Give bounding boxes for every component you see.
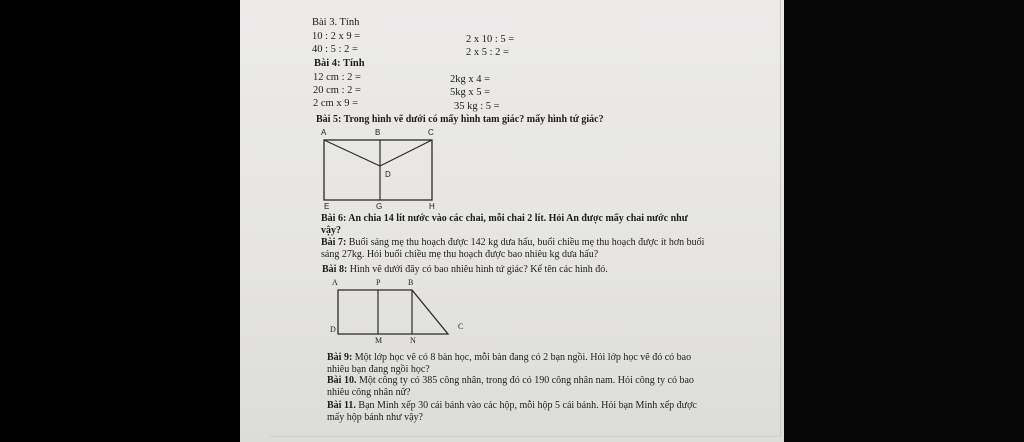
bai8-label-a: A: [332, 278, 338, 287]
dark-background-right: [784, 0, 1024, 442]
bai5-label-g: G: [376, 202, 383, 211]
bai11-question: [327, 400, 703, 423]
bai4-expr-left-2: 20 cm : 2 =: [313, 85, 361, 96]
bai5-figure: [318, 126, 448, 210]
bai9-question: [327, 352, 699, 375]
bai4-expr-right-3: 35 kg : 5 =: [454, 101, 500, 112]
bai7-question: [321, 237, 705, 260]
bai3-expr-left-1: 10 : 2 x 9 =: [312, 31, 361, 42]
bai5-question: Bài 5: Trong hình vẽ dưới có mấy hình tam giác? mấy hình tứ giác?: [316, 114, 604, 125]
bai5-label-d: D: [385, 170, 391, 179]
bai4-expr-left-3: 2 cm x 9 =: [313, 98, 358, 109]
bai10-text: Một công ty có 385 công nhân, trong đó có 190 công nhân nam. Hỏi công ty có bao nhiêu công nhân nữ?: [327, 375, 694, 398]
bai8-text: Hình vẽ dưới đây có bao nhiêu hình tứ giác? Kể tên các hình đó.: [347, 264, 608, 275]
bai8-label-n: N: [410, 336, 416, 345]
bai10-lead: Bài 10.: [327, 375, 357, 386]
bai11-text: Bạn Minh xếp 30 cái bánh vào các hộp, mỗi hộp 5 cái bánh. Hỏi bạn Minh xếp được mấy hộp bánh như vậy?: [327, 400, 697, 423]
bai9-lead: Bài 9:: [327, 352, 353, 363]
bai4-expr-right-2: 5kg x 5 =: [450, 87, 491, 98]
bai8-question: [322, 264, 712, 276]
bai3-title: Bài 3. Tính: [312, 17, 360, 28]
bai7-text: Buổi sáng mẹ thu hoạch được 142 kg dưa hấu, buổi chiều mẹ thu hoạch được ít hơn buổi sáng 27kg. Hỏi buổi chiều mẹ thu hoạch được bao nhiêu kg dưa hấu?: [321, 237, 705, 260]
bai9-text: Một lớp học vẽ có 8 bàn học, mỗi bàn đang có 2 bạn ngồi. Hỏi lớp học vẽ đó có bao nhiêu bạn đang ngồi học?: [327, 352, 692, 375]
bai10-question: [327, 375, 699, 398]
bai3-expr-right-2: 2 x 5 : 2 =: [466, 47, 509, 58]
bai5-label-c: C: [428, 128, 434, 137]
bai6-text: An chia 14 lít nước vào các chai, mỗi chai 2 lít. Hỏi An được mấy chai nước như vậy?: [321, 213, 688, 236]
bai5-label-a: A: [321, 128, 327, 137]
bai8-lead: Bài 8:: [322, 264, 348, 275]
bai8-label-c: C: [458, 322, 464, 331]
bai5-label-e: E: [324, 202, 330, 211]
bai8-label-m: M: [375, 336, 383, 345]
bai8-figure: [326, 276, 476, 346]
bai4-expr-right-1: 2kg x 4 =: [450, 74, 491, 85]
bai4-expr-left-1: 12 cm : 2 =: [313, 72, 361, 83]
bai3-expr-right-1: 2 x 10 : 5 =: [466, 34, 515, 45]
bai6-question: [321, 213, 707, 236]
bai8-label-d: D: [330, 325, 336, 334]
bai8-label-b: B: [408, 278, 414, 287]
bai5-label-b: B: [375, 128, 381, 137]
bai7-lead: Bài 7:: [321, 237, 347, 248]
bai11-lead: Bài 11.: [327, 400, 356, 411]
bai8-label-p: P: [376, 278, 381, 287]
bai6-lead: Bài 6:: [321, 213, 347, 224]
bai3-expr-left-2: 40 : 5 : 2 =: [312, 44, 358, 55]
bai5-label-h: H: [429, 202, 435, 211]
bai4-title: Bài 4: Tính: [314, 58, 365, 69]
